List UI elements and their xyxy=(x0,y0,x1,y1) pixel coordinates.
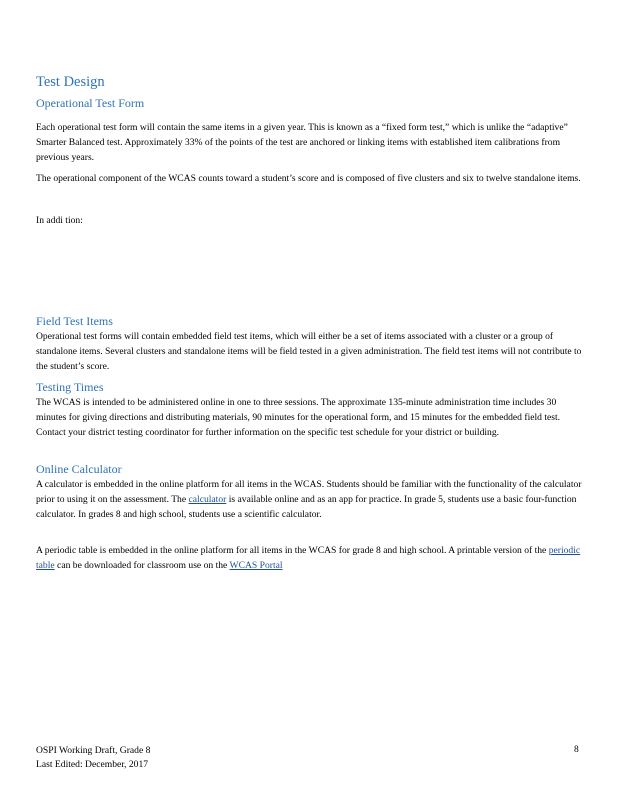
operational-paragraph-2: The operational component of the WCAS counts toward a student’s score and is composed of five clusters and six to twelve standalone items. xyxy=(36,173,581,184)
periodic-text-a: A periodic table is embedded in the online platform for all items in the WCAS for grade 8 and high school. A printable version of the xyxy=(36,545,549,556)
field-paragraph-1: Operational test forms will contain embedded field test items, which will either be a set of items associated with a cluster or a group of standalone items. Several clusters and standalone items will be field tested in a given administration. The field test items will not contribute to the student’s score. xyxy=(36,331,582,372)
section-title-calculator: Online Calculator xyxy=(36,462,122,476)
page-number: 8 xyxy=(574,744,579,755)
operational-paragraph-1: Each operational test form will contain the same items in a given year. This is known as a “fixed form test,” which is unlike the “adaptive” Smarter Balanced test. Approximately 33% of the points of the test are anchored or linking items with established item calibrations from previous years. xyxy=(36,122,568,163)
section-title-operational: Operational Test Form xyxy=(36,96,145,110)
page-heading: Test Design xyxy=(36,74,105,90)
footer-draft-line: OSPI Working Draft, Grade 8 xyxy=(36,745,151,756)
calculator-text-a: A calculator is embedded in the online platform for all items in the WCAS. Students should be familiar with the functionality of the calculator prior to using it on the assessment. The xyxy=(36,479,582,505)
operational-paragraph-3: In addi tion: xyxy=(36,215,83,226)
calculator-paragraph-1 xyxy=(36,477,584,522)
periodic-table-paragraph xyxy=(36,543,584,573)
calculator-text-b: is available online and as an app for practice. In grade 5, students use a basic four-function calculator. In grades 8 and high school, students use a scientific calculator. xyxy=(36,494,577,520)
calculator-link[interactable]: calculator xyxy=(188,494,227,505)
section-title-times: Testing Times xyxy=(36,380,104,394)
footer xyxy=(36,744,150,772)
periodic-table-link[interactable]: periodic table xyxy=(36,545,581,571)
times-paragraph-1: The WCAS is intended to be administered online in one to three sessions. The approximate 135-minute administration time includes 30 minutes for giving directions and distributing materials, 90 minutes for the operational form, and 15 minutes for the embedded field test. Contact your district testing coordinator for further information on the specific test schedule for your district or building. xyxy=(36,397,561,438)
wcas-portal-link[interactable]: WCAS Portal xyxy=(229,560,283,571)
section-title-field: Field Test Items xyxy=(36,314,113,328)
footer-edited-line: Last Edited: December, 2017 xyxy=(36,759,149,770)
periodic-text-b: can be downloaded for classroom use on the xyxy=(54,560,230,571)
